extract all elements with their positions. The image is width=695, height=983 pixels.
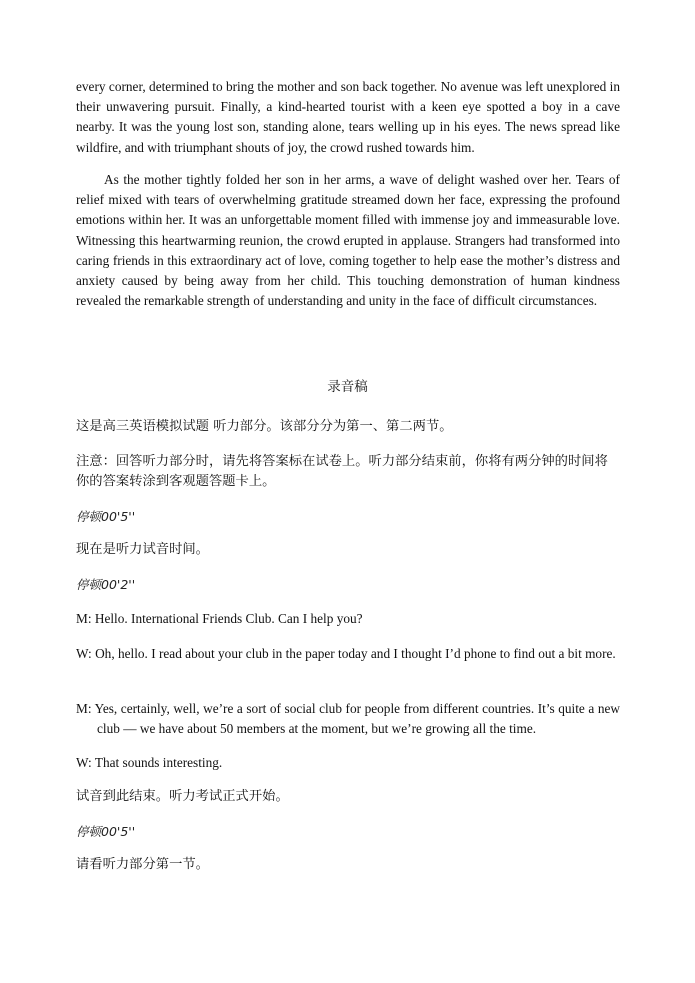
section-1-instruction: 请看听力部分第一节。	[76, 857, 209, 872]
dialogue-line-1: M: Hello. International Friends Club. Can I help you?	[76, 611, 363, 626]
story-paragraph-2: As the mother tightly folded her son in her arms, a wave of delight washed over her. Tears of relief mixed with tears of overwhelming gratitude streamed down her face, expressing the profound emotions within her. It was an unforgettable moment filled with immense joy and immeasurable love. Witnessing this heartwarming reunion, the crowd erupted in applause. Strangers had transformed into caring friends in this extraordinary act of love, coming together to help ease the mother’s distress and anxiety caused by being away from her child. This touching demonstration of human kindness revealed the remarkable strength of understanding and unity in the face of difficult circumstances.	[76, 172, 620, 309]
story-paragraph-1: every corner, determined to bring the mother and son back together. No avenue was left unexplored in their unwavering pursuit. Finally, a kind-hearted tourist with a keen eye spotted a boy in a cave nearby. It was the young lost son, standing alone, tears welling up in his eyes. The news spread like wildfire, and with triumphant shouts of joy, the crowd rushed towards him.	[76, 79, 620, 155]
dialogue-line-4: W: That sounds interesting.	[76, 755, 223, 770]
dialogue-line-2: W: Oh, hello. I read about your club in the paper today and I thought I’d phone to find out a bit more.	[76, 646, 616, 661]
transcript-intro: 这是高三英语模拟试题 听力部分。该部分分为第一、第二两节。	[76, 419, 453, 434]
pause-marker-1: 停顿00'5''	[76, 509, 136, 524]
trial-start-text: 现在是听力试音时间。	[76, 542, 209, 557]
pause-marker-3: 停顿00'5''	[76, 824, 136, 839]
pause-marker-2: 停顿00'2''	[76, 577, 136, 592]
transcript-heading: 录音稿	[327, 379, 368, 395]
transcript-note: 注意：回答听力部分时，请先将答案标在试卷上。听力部分结束前，你将有两分钟的时间将你的答案转涂到客观题答题卡上。	[76, 454, 608, 489]
trial-end-text: 试音到此结束。听力考试正式开始。	[76, 789, 289, 804]
dialogue-line-3: M: Yes, certainly, well, we’re a sort of social club for people from different countries. It’s quite a new club — we have about 50 members at the moment, but we’re growing all the time.	[76, 701, 620, 736]
